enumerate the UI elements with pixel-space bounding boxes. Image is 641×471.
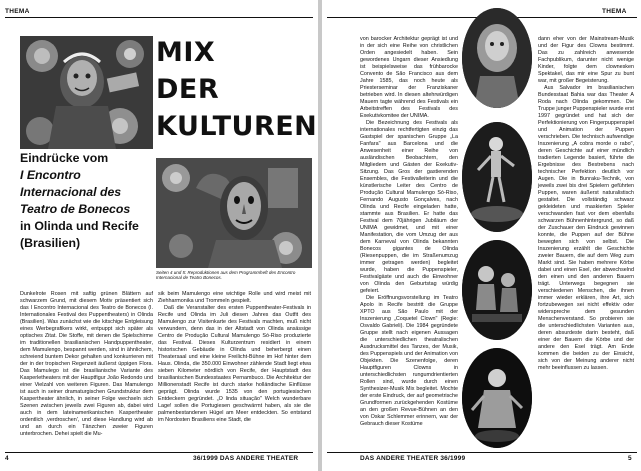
paragraph: dann eher von der Mainstream-Musik und der Figur des Clowns bestimmt. Das zu zahlreich anwesende Fachpublikum, darunter nicht wenige Kinder, folgte dem clownesken Spektakel, das mir eine Spur zu bunt war, mit großer Begeisterung. [538, 36, 634, 84]
paragraph: Aus Salvador im brasilianischen Bundesstaat Bahia war das Theater A Roda nach Olinda gekommen. Die Truppe junger Puppenspieler wurde erst 1997 gegründet und hat sich der Perfektionierung von Fingerpuppenspiel und Animation der Puppen verschrieben. Die technisch aufwendige Inszenierung „A cobra morde o rabo", deren Geschichte auf einer mündlich tradierten Legende basiert, führte die Ergebnisse des Bestrebens nach technischer Perfektion deutlich vor Augen. Die in Bunraku-Technik, von jeweils zwei bis drei Spielern geführten Puppen, waren äußerst naturalistisch gestaltet. Die vollständig schwarz gekleideten und maskierten Spieler verschwanden fast vor dem ebenfalls schwarzen Bühnenhintergrund, so daß der Zuschauer den Eindruck gewinnen konnte, die Puppen auf der Bühne bewegten sich von selbst. Die Inszenierung erzählt die Geschichte zweier Bauern, die auf dem Weg zum Markt sind. Sie haben mehrere Körbe dabei und einen Esel, der abwechselnd den einen und den anderen Bauern trägt. Unterwegs begegnen sie verschiedenen Menschen, die ihnen immer wieder erklären, ihre Art, sich fortzubewegen sei nicht effektiv oder widerspreche dem gesunden Menschenverstand. So probieren sie die unterschiedlichsten Varianten aus, deren absurdeste darin besteht, daß einer der Bauern die Körbe und der andere den Esel trägt. Am Ende kommen die beiden zu der Einsicht, sich von der Meinung anderer nicht mehr beeinflussen zu lassen. [538, 85, 634, 371]
subhead [20, 150, 155, 252]
body-column [538, 36, 634, 450]
puppet-collage-photo [20, 36, 153, 149]
paragraph: Daß die Veranstalter des ersten Puppentheater-Festivals in Recife und Olinda im Juli diesen Jahres das Outfit des Mamulengo zur Visitenkarte des Festivals machten, muß nicht verwundern, denn das in der Altstadt von Olinda ansässige Centro de Produção Cultural Mamulengo Só-Riso produzierte das Festival. Dieses Kulturzentrum residiert in einem historischen Gebäude in Olinda und beherbergt einen Theatersaal und eine kleine Freilicht-Bühne im Hof hinter dem Haus. Olinda, die 350.000 Einwohner zählende Stadt liegt etwa sieben Kilometer nördlich von Recife, der Hauptstadt des brasilianischen Bundesstaates Pernambuco. Die Architektur der Millionenstadt Recife ist durch starke holländische Einflüsse geprägt. Olinda wurde 1535 von den portugiesischen Entdeckern gegründet. „O linda situação" Welch wunderbare Lage! sollen die Portugiesen geschwärmt haben, als sie die palmenbestandenen Hügel am Meer entdeckten. So entstand im Nordosten Brasiliens eine Stadt, die [158, 305, 311, 423]
headline [156, 34, 318, 145]
footer-rule [327, 452, 637, 453]
footer-rule [5, 452, 313, 453]
paragraph: Die Eröffnungsvorstellung im Teatro Apolo in Recife bestritt die Gruppe XPTO aus São Paulo mit der Inszenierung „Coquetel Clown" (Regie: Osvaldo Gabrieli). Die 1984 gegründete Gruppe stellt nach eigenen Aussagen die unterschiedlichen theatralischen Ausdrucksmittel des Tanzes, der Musik, des Puppenspiels und der Animation von Objekten. Die Szenenfolge, deren Hauptfiguren Clowns in unterschiedlichsten rungumdrientierten Rollen sind, wurde durch einen Synthesizer-Musik Mix begleitet. Mochte der erste Eindruck, der auf geometrische Grundformen zurückgehenden Kostüme an den großen Revue-Bühnen an den von Oskar Schlemmer erinnern, war der Gebrauch dieser Kostüme [360, 295, 458, 427]
page-number: 5 [628, 455, 632, 462]
image-caption: Seiten 4 und 5: Reproduktionen aus dem Programmheft des Encontro Internacional de Teatro Bonecos. [156, 270, 296, 281]
headline-line: DER [156, 74, 220, 105]
subhead-line: Eindrücke vom [20, 151, 109, 165]
oval-puppet-2-icon [462, 122, 532, 232]
body-column [20, 291, 153, 451]
oval-puppet-3-icon [462, 240, 532, 340]
paragraph: sik beim Mamulengo eine wichtige Rolle und wird meist mit Ziehharmonika und Trommeln gespielt. [158, 291, 311, 304]
section-label: THEMA [602, 8, 627, 15]
body-column [158, 291, 311, 451]
headline-line: MIX [156, 37, 216, 68]
oval-photo [462, 8, 532, 108]
oval-photo [462, 122, 532, 232]
left-page [0, 0, 318, 471]
body-column [360, 36, 458, 450]
footer-title: DAS ANDERE THEATER 36/1999 [360, 455, 466, 462]
oval-puppet-1-icon [462, 8, 532, 108]
right-page [322, 0, 641, 471]
puppet-face-photo [156, 158, 312, 268]
oval-puppet-4-icon [462, 348, 532, 448]
paragraph: Die Bezeichnung des Festivals als internationales rechtfertigten einzig das Gastspiel der spanischen Gruppe „La Fanfara" aus Barcelona und die Anwesenheit einer Reihe von ausländischen Beobachtern, den Mitgliedern und Gästen der Exekutiv-Sitzung. Das Gros der gastierenden Ensembles, die Festivalleiterin und die künstlerische Leiter des Centro de Produção Cultural Mamulengo Só-Riso, Fernando Augusto Gonçalves, nach Olinda und Recife eingeladen hatte, stammte aus Brasilien. Er hatte das Festival dem 70jährigen Jubiläum der UNIMA gewidmet, und mit einer Manifestation, die vom Umzug der aus dem Karneval von Olinda bekannten Bonecos gigantes de Olinda (Riesenpuppen, die im Straßenumzug immer getragen werden) begleitet wurde, haben die Puppenspieler, Festivalgäste und auch die Einwohner von Olinda den Geburtstag würdig gefeiert. [360, 120, 458, 294]
section-label: THEMA [5, 8, 30, 15]
puppet-face-icon [156, 158, 312, 268]
puppet-collage-icon [20, 36, 153, 149]
subhead-line: in Olinda und Recife (Brasilien) [20, 219, 139, 250]
paragraph: von barocker Architektur geprägt ist und in der sich eine Reihe von christlichen Orden angesiedelt haben. Sein gewordenes Ungarn dieser Ansiedlung ist beispielsweise das frühbarocke Convento de São Francisco aus dem Jahre 1585, das noch heute als Priesterseminar der Franziskaner betrieben wird. In diesen altehrwürdigen Mauern tagte während des Festivals ein Arbeitstreffen des Festivals des Exekutivkomitee der UNIMA. [360, 36, 458, 119]
footer-title: 36/1999 DAS ANDERE THEATER [193, 455, 299, 462]
paragraph: Dunkelrote Rosen mit saftig grünen Blättern auf schwarzem Grund, mit diesem Motiv präsentiert sich das I Encontro Internacional des Teatro de Bonecos (I. Internationales Festival des Puppentheaters) in Olinda (Brasilien). Was zunächst wie die kitschige Entgleisung eines Werbegrafikers wirkt, entpuppt sich später als optisches Zitat. Die Stoffe, mit denen die Spielschirme im traditionellen brasilianischen Handpuppentheater, dem Mamulengo, bespannt werden, sind in ähnlichem, schreiend buntem Dekor gehalten und konkurrieren mit der in der tropischen Regenzeit äußerst üppigen Flora. Das Mamulego ist die brasilianische Variante des Kasperletheaters mit der Hauptfigur João Redondo und einer Vielzahl von weiteren Figuren. Das Mamulengo ist auch in seiner dramaturgischen Grundstruktur dem Kaspertheater ähnlich, in seiner Folge wechseln sich Szenen zwischen jeweils zwei Figuren ab, dabei wird auch in dem lateinamerikanischen Kaspertheater ordentlich ‚verdroschen', und diese Handlung wird ab und an durch ein Tänzchen zweier Figuren unterbrochen. Dehei spielt die Mu- [20, 291, 153, 437]
oval-photo [462, 348, 532, 448]
header-rule [5, 17, 313, 18]
subhead-italic: I Encontro Internacional des Teatro de Bonecos [20, 168, 131, 216]
oval-photo [462, 240, 532, 340]
headline-line: KULTUREN [156, 111, 318, 142]
page-number: 4 [5, 455, 9, 462]
